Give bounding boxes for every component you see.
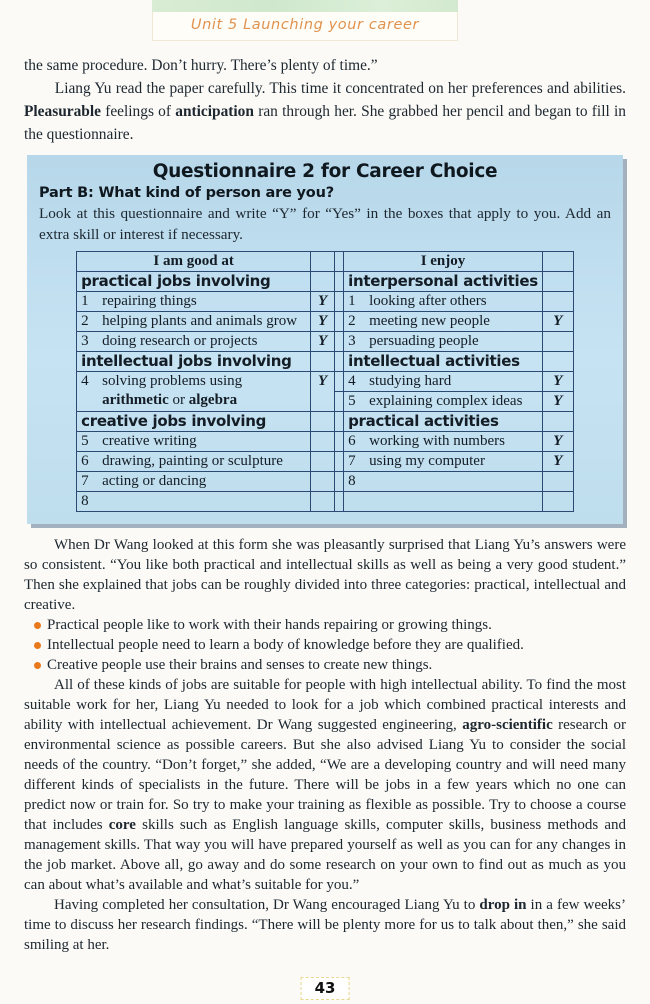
- gap-cell: [335, 372, 344, 392]
- right-item-cell: 3 persuading people: [344, 332, 543, 352]
- left-item-cell: 6 drawing, painting or sculpture: [77, 452, 311, 472]
- body-paragraph: All of these kinds of jobs are suitable for people with high intellectual ability. To find the most suitable work for her, Liang Yu needed to look for a job which combined practical interests and ability with intellectual achievement. Dr Wang suggested engineering, agro-scientific research or environmental science as possible careers. But she also advised Liang Yu to consider the social needs of the country. “Don’t forget,” she added, “We are a developing country and will need many different kinds of specialists in the future. There will be jobs in a few years which no one can predict now or train for. So try to make your training as flexible as possible. Try to choose a course that includes core skills such as English language skills, computer skills, business methods and management skills. That way you will have prepared yourself as well as you can for any changes in the job market. Above all, go away and do some research on your own to find out as much as you can about what’s available and what’s suitable for you.”: [24, 677, 626, 893]
- yes-cell: [311, 452, 335, 472]
- bullet-dot-icon: [34, 662, 41, 669]
- right-item-cell: 4 studying hard: [344, 372, 543, 392]
- yes-cell: Y: [311, 372, 335, 412]
- yes-cell: [542, 292, 573, 312]
- yes-cell: [542, 352, 573, 372]
- yes-cell: Y: [542, 372, 573, 392]
- questionnaire-box: [27, 155, 623, 524]
- yes-cell: Y: [311, 312, 335, 332]
- yes-cell: Y: [542, 432, 573, 452]
- table-row: [77, 472, 574, 492]
- table-row: [77, 372, 574, 392]
- right-section-heading: practical activities: [344, 412, 543, 432]
- bullet-dot-icon: [34, 642, 41, 649]
- left-section-heading: practical jobs involving: [77, 272, 311, 292]
- table-row: [77, 432, 574, 452]
- yes-cell: [542, 332, 573, 352]
- table-header-row: [77, 252, 574, 272]
- table-subheader-row: [77, 272, 574, 292]
- left-item-cell: 3 doing research or projects: [77, 332, 311, 352]
- gap-cell: [335, 332, 344, 352]
- right-item-cell: 1 looking after others: [344, 292, 543, 312]
- yes-cell: Y: [542, 312, 573, 332]
- right-item-cell: 8: [344, 472, 543, 492]
- body-paragraph: the same procedure. Don’t hurry. There’s plenty of time.”: [24, 57, 378, 74]
- yes-cell: Y: [542, 392, 573, 412]
- gap-cell: [335, 472, 344, 492]
- bullet-list: [24, 615, 626, 675]
- right-section-heading: intellectual activities: [344, 352, 543, 372]
- career-choice-table: [76, 251, 574, 512]
- left-item-cell: 4 solving problems using arithmetic or algebra: [77, 372, 311, 412]
- left-item-cell: 7 acting or dancing: [77, 472, 311, 492]
- yes-cell: [542, 472, 573, 492]
- bullet-item: Creative people use their brains and senses to create new things.: [24, 655, 626, 675]
- gap-cell: [335, 292, 344, 312]
- gap-cell: [335, 272, 344, 292]
- gap-cell: [335, 412, 344, 432]
- gap-cell: [335, 492, 344, 512]
- part-b-heading: Part B: What kind of person are you?: [39, 185, 334, 201]
- yes-cell: Y: [311, 292, 335, 312]
- yes-cell: Y: [542, 452, 573, 472]
- left-item-cell: 1 repairing things: [77, 292, 311, 312]
- yes-cell: [311, 412, 335, 432]
- gap-cell: [335, 352, 344, 372]
- right-item-cell: 5 explaining complex ideas: [344, 392, 543, 412]
- page-number: 43: [301, 977, 350, 1000]
- left-item-cell: 8: [77, 492, 311, 512]
- gap-cell: [335, 252, 344, 272]
- yes-cell: [311, 272, 335, 292]
- yes-cell: [311, 352, 335, 372]
- gap-cell: [335, 312, 344, 332]
- yes-cell: Y: [311, 332, 335, 352]
- table-row: [77, 312, 574, 332]
- gap-cell: [335, 392, 344, 412]
- table-row: [77, 492, 574, 512]
- gap-cell: [335, 432, 344, 452]
- yes-cell: [542, 272, 573, 292]
- gap-cell: [335, 452, 344, 472]
- body-paragraph: Liang Yu read the paper carefully. This time it concentrated on her preferences and abilities. Pleasurable feelings of anticipation ran through her. She grabbed her pencil and began to fill in the questionnaire.: [24, 80, 626, 143]
- unit-title: Unit 5 Launching your career: [152, 12, 458, 41]
- right-item-cell: 7 using my computer: [344, 452, 543, 472]
- questionnaire-title: Questionnaire 2 for Career Choice: [152, 161, 498, 182]
- yes-cell: [311, 472, 335, 492]
- table-subheader-row: [77, 412, 574, 432]
- right-section-heading: interpersonal activities: [344, 272, 543, 292]
- right-item-cell: [344, 492, 543, 512]
- table-subheader-row: [77, 352, 574, 372]
- left-column-header: I am good at: [77, 252, 311, 272]
- bullet-item: Practical people like to work with their hands repairing or growing things.: [24, 615, 626, 635]
- table-row: [77, 452, 574, 472]
- right-item-cell: 6 working with numbers: [344, 432, 543, 452]
- left-section-heading: intellectual jobs involving: [77, 352, 311, 372]
- table-row: [77, 292, 574, 312]
- yes-cell: [311, 432, 335, 452]
- yes-cell: [311, 252, 335, 272]
- table-row: [77, 332, 574, 352]
- left-item-cell: 5 creative writing: [77, 432, 311, 452]
- yes-cell: [311, 492, 335, 512]
- header-green-strip: [152, 0, 458, 12]
- yes-cell: [542, 412, 573, 432]
- right-item-cell: 2 meeting new people: [344, 312, 543, 332]
- unit-header-banner: [152, 0, 458, 41]
- yes-cell: [542, 492, 573, 512]
- questionnaire-instructions: Look at this questionnaire and write “Y” for “Yes” in the boxes that apply to you. Add an extra skill or interest if necessary.: [39, 205, 611, 243]
- yes-cell: [542, 252, 573, 272]
- left-section-heading: creative jobs involving: [77, 412, 311, 432]
- bullet-item: Intellectual people need to learn a body of knowledge before they are qualified.: [24, 635, 626, 655]
- left-item-cell: 2 helping plants and animals grow: [77, 312, 311, 332]
- body-paragraph: Having completed her consultation, Dr Wang encouraged Liang Yu to drop in in a few weeks’ time to discuss her research findings. “There will be plenty more for us to talk about then,” she said smiling at her.: [24, 897, 626, 953]
- body-paragraph: When Dr Wang looked at this form she was pleasantly surprised that Liang Yu’s answers were so consistent. “You like both practical and intellectual skills as well as being a very good student.” Then she explained that jobs can be roughly divided into three categories: practical, intellectual and creative.: [24, 537, 626, 613]
- bullet-dot-icon: [34, 622, 41, 629]
- right-column-header: I enjoy: [344, 252, 543, 272]
